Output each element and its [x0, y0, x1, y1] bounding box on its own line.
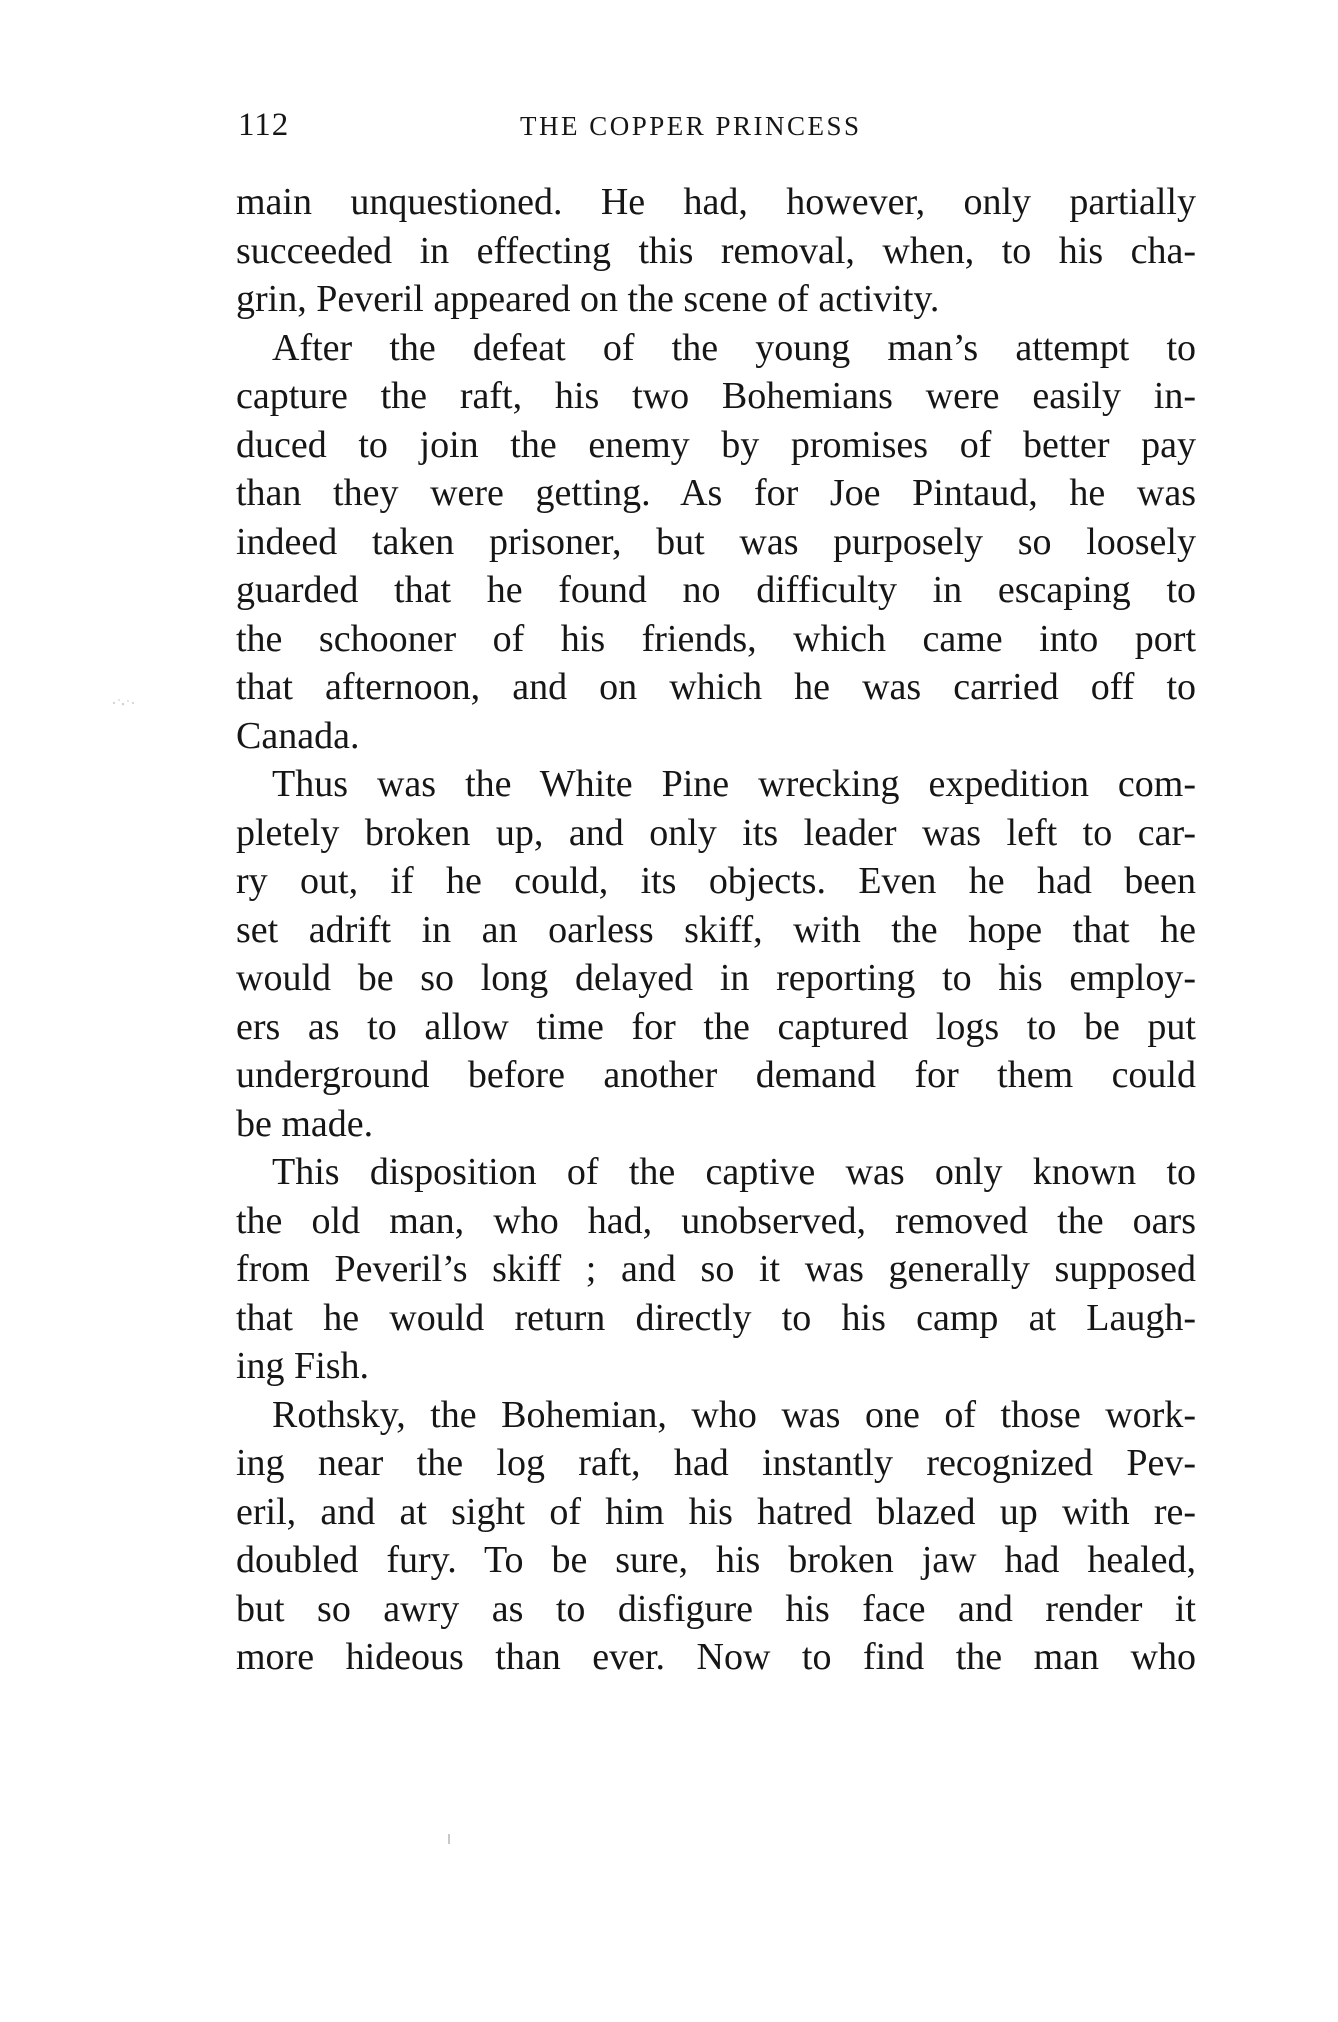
text-line: capture the raft, his two Bohemians were easily in-: [236, 375, 1196, 417]
text-line: than they were getting. As for Joe Pintaud, he was: [236, 472, 1196, 514]
text-line: ers as to allow time for the captured logs to be put: [236, 1005, 1196, 1048]
text-line: that he would return directly to his camp at Laugh-: [236, 1296, 1196, 1339]
body-text: [236, 178, 1196, 1682]
page-number: 112: [238, 107, 290, 143]
text-line: duced to join the enemy by promises of better pay: [236, 423, 1196, 466]
text-line: ry out, if he could, its objects. Even he had been: [236, 860, 1196, 902]
text-line: would be so long delayed in reporting to his employ-: [236, 957, 1196, 999]
text-line: guarded that he found no difficulty in escaping to: [236, 569, 1196, 611]
paper-speck: [448, 1834, 450, 1844]
text-line: succeeded in effecting this removal, when, to his cha-: [236, 229, 1196, 272]
text-line: indeed taken prisoner, but was purposely so loosely: [236, 520, 1196, 563]
text-line: ing Fish.: [236, 1345, 370, 1387]
paragraph-start-line: After the defeat of the young man’s attempt to: [272, 326, 1196, 369]
text-line: from Peveril’s skiff ; and so it was generally supposed: [236, 1248, 1196, 1290]
text-line: main unquestioned. He had, however, only partially: [236, 181, 1196, 223]
text-line: be made.: [236, 1102, 374, 1145]
text-line: ing near the log raft, had instantly recognized Pev-: [236, 1442, 1196, 1484]
text-line: but so awry as to disfigure his face and render it: [236, 1587, 1196, 1630]
text-line: underground before another demand for them could: [236, 1054, 1196, 1096]
text-line: the old man, who had, unobserved, removed the oars: [236, 1199, 1196, 1242]
paragraph-start-line: Thus was the White Pine wrecking expedition com-: [272, 763, 1196, 805]
text-line: grin, Peveril appeared on the scene of activity.: [236, 278, 940, 320]
text-line: that afternoon, and on which he was carried off to: [236, 666, 1196, 708]
text-line: the schooner of his friends, which came into port: [236, 617, 1196, 660]
text-line: Canada.: [236, 714, 360, 757]
text-line: eril, and at sight of him his hatred blazed up with re-: [236, 1490, 1196, 1533]
text-line: set adrift in an oarless skiff, with the hope that he: [236, 908, 1196, 951]
paragraph-start-line: Rothsky, the Bohemian, who was one of those work-: [272, 1393, 1196, 1436]
paragraph-start-line: This disposition of the captive was only known to: [272, 1151, 1196, 1193]
running-title: THE COPPER PRINCESS: [520, 111, 862, 141]
text-line: more hideous than ever. Now to find the man who: [236, 1636, 1196, 1678]
text-line: pletely broken up, and only its leader was left to car-: [236, 811, 1196, 854]
ink-smudge: [110, 694, 138, 710]
running-header: [238, 107, 1198, 147]
text-line: doubled fury. To be sure, his broken jaw had healed,: [236, 1539, 1196, 1581]
